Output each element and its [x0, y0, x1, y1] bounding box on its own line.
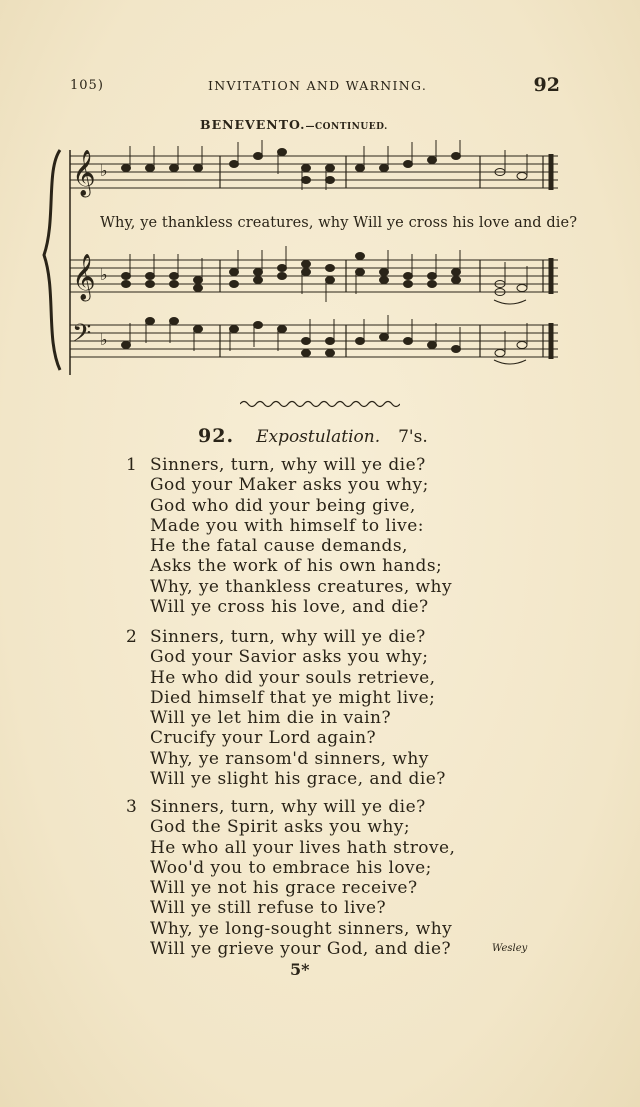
- hymn-heading: [198, 425, 428, 447]
- hymn-author: Wesley: [492, 943, 528, 954]
- verse-line: God who did your being give,: [150, 495, 416, 516]
- verse-line: Asks the work of his own hands;: [150, 556, 443, 577]
- treble-clef-icon: 𝄞: [72, 150, 96, 196]
- verse-line: Crucify your Lord again?: [150, 728, 377, 749]
- verse-line: Why, ye ransom'd sinners, why: [150, 748, 429, 769]
- flat-icon: ♭: [100, 265, 108, 284]
- score-lyric: Why, ye thankless creatures, why Will ye cross his love and die?: [100, 215, 578, 231]
- stanza-number: 2: [126, 627, 137, 647]
- flat-icon: ♭: [100, 330, 108, 349]
- verse-line: Why, ye long-sought sinners, why: [150, 918, 453, 939]
- verse-line: Will ye still refuse to live?: [150, 898, 387, 919]
- verse-line: Woo'd you to embrace his love;: [150, 857, 432, 878]
- verse-line: God the Spirit asks you why;: [150, 817, 411, 838]
- verse-line: Sinners, turn, why will ye die?: [150, 455, 426, 475]
- verse-line: Why, ye thankless creatures, why: [150, 576, 453, 597]
- tune-name: BENEVENTO.: [200, 117, 306, 132]
- signature-mark: 5*: [290, 960, 310, 979]
- tune-title: [200, 117, 388, 132]
- stanza-number: 3: [126, 797, 137, 817]
- verse-line: Sinners, turn, why will ye die?: [150, 797, 426, 817]
- staff-treble-2: [70, 260, 558, 292]
- final-barlines: [543, 154, 551, 359]
- header-page-ref: 105): [70, 78, 104, 93]
- verse-line: God your Maker asks you why;: [150, 475, 429, 496]
- notes-staff-1: [122, 140, 528, 190]
- verse-line: Died himself that ye might live;: [150, 687, 436, 708]
- verse-line: He who all your lives hath strove,: [150, 837, 456, 858]
- verse-line: Sinners, turn, why will ye die?: [150, 627, 426, 647]
- treble-clef-icon: 𝄞: [72, 254, 96, 300]
- bass-clef-icon: 𝄢: [72, 319, 92, 354]
- verse-line: Will ye grieve your God, and die?: [150, 939, 452, 960]
- header-section-title: INVITATION AND WARNING.: [208, 78, 428, 93]
- ornamental-rule: [240, 398, 400, 410]
- verse-line: He the fatal cause demands,: [150, 536, 408, 557]
- verse-line: Will ye slight his grace, and die?: [150, 769, 446, 790]
- page-number: 92: [533, 74, 560, 96]
- verse-line: God your Savior asks you why;: [150, 647, 429, 668]
- hymn-meter: 7's.: [398, 427, 428, 447]
- staff-treble-1: [70, 156, 558, 188]
- music-score: [38, 140, 568, 385]
- tune-continued: —CONTINUED.: [305, 122, 388, 132]
- verse-line: He who did your souls retrieve,: [150, 667, 436, 688]
- stanza-number: 1: [126, 455, 137, 475]
- verse-line: Will ye let him die in vain?: [150, 708, 392, 729]
- running-header: [70, 76, 560, 98]
- staff-bass: [70, 325, 558, 357]
- system-brace: [44, 150, 60, 370]
- verse-line: Will ye not his grace receive?: [150, 878, 418, 899]
- verse-line: Will ye cross his love, and die?: [150, 597, 429, 618]
- flat-icon: ♭: [100, 161, 108, 180]
- verse-line: Made you with himself to live:: [150, 515, 424, 536]
- notes-staff-2: [122, 246, 528, 304]
- hymn-title: Expostulation.: [256, 427, 381, 447]
- hymn-number: 92.: [198, 425, 235, 447]
